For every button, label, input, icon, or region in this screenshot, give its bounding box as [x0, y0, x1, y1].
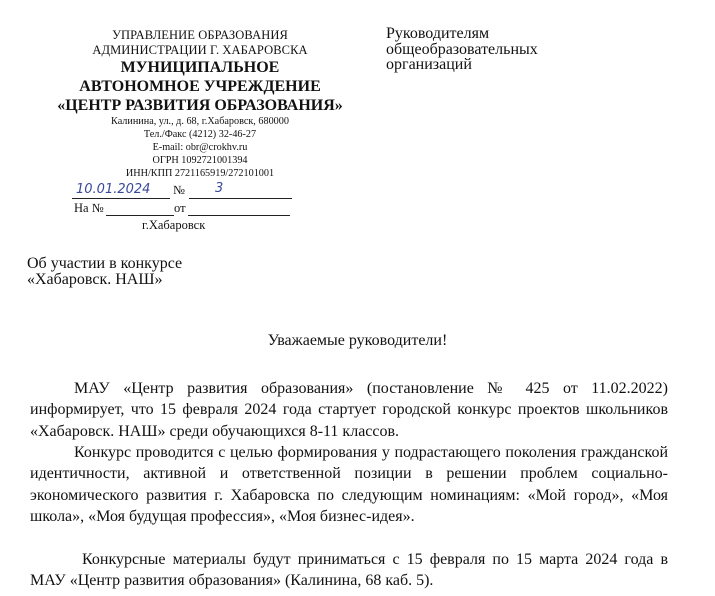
paragraph-2-text: Конкурс проводится с целью формирования у подрастающего поколения гражданской идентичности, активной и ответственной позиции в решении проблем социально-экономического развития г. Хабаровска по следующим номинациям: «Мой город», «Моя школа», «Моя будущая профессия», «Моя бизнес-идея».: [30, 444, 668, 525]
org-name-line3: «ЦЕНТР РАЗВИТИЯ ОБРАЗОВАНИЯ»: [57, 97, 343, 114]
org-parent-line2: АДМИНИСТРАЦИИ Г. ХАБАРОВСКА: [92, 43, 308, 57]
addressee-block: [386, 26, 538, 73]
paragraph-3: [30, 549, 668, 592]
addressee-line3: организаций: [386, 56, 472, 73]
reply-number-label: На №: [74, 201, 104, 215]
org-address: Калинина, ул., д. 68, г.Хабаровск, 680000: [111, 116, 289, 127]
org-parent-line1: УПРАВЛЕНИЕ ОБРАЗОВАНИЯ: [112, 28, 288, 42]
reg-number-handwritten: 3: [215, 181, 224, 196]
subject-line2: «Хабаровск. НАШ»: [27, 270, 163, 288]
org-ogrn: ОГРН 1092721001394: [152, 155, 248, 166]
subject-line1: Об участии в конкурсе: [27, 255, 183, 272]
reg-number-underline: [189, 184, 292, 199]
reply-date-underline: [188, 201, 290, 216]
paragraph-1-text: МАУ «Центр развития образования» (постановление № 425 от 11.02.2022) информирует, что 15 февраля 2024 года стартует городской конкурс проектов школьников «Хабаровск. НАШ» среди обучающихся 8-11 классов.: [30, 380, 668, 440]
paragraph-2: [30, 442, 668, 527]
org-name-line2: АВТОНОМНОЕ УЧРЕЖДЕНИЕ: [79, 78, 321, 95]
paragraph-1: [30, 378, 668, 442]
org-inn: ИНН/КПП 2721165919/272101001: [125, 168, 275, 179]
reg-date-handwritten: 10.01.2024: [76, 182, 151, 197]
org-email: E-mail: obr@crokhv.ru: [152, 142, 248, 153]
subject-block: [27, 256, 182, 287]
org-phone: Тел./Факс (4212) 32-46-27: [143, 129, 257, 140]
reply-from-label: от: [174, 201, 186, 215]
greeting: Уважаемые руководители!: [267, 332, 448, 349]
addressee-line1: Руководителям: [386, 25, 490, 42]
addressee-line2: общеобразовательных: [386, 40, 538, 58]
letterhead-city: г.Хабаровск: [142, 218, 206, 232]
reg-number-label: №: [173, 183, 185, 197]
reply-number-underline: [106, 201, 174, 216]
reply-line: [74, 201, 294, 219]
org-name-line1: МУНИЦИПАЛЬНОЕ: [120, 59, 280, 76]
paragraph-3-text: Конкурсные материалы будут приниматься с 15 февраля по 15 марта 2024 года в МАУ «Центр развития образования» (Калинина, 68 каб. 5).: [30, 551, 668, 590]
registration-line: [72, 182, 292, 202]
